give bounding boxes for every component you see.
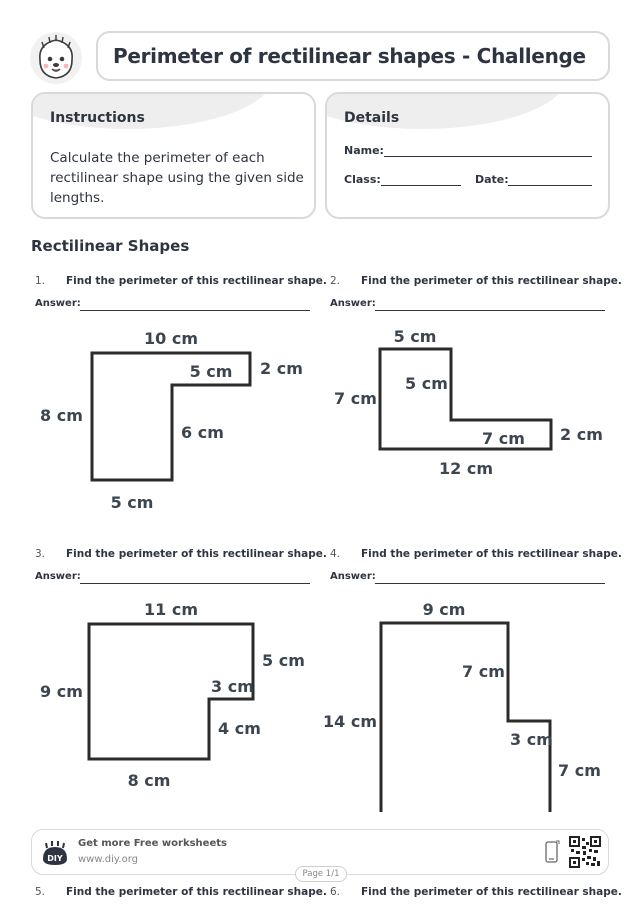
shape-2-label: 2 cm: [560, 425, 603, 444]
page-title: Perimeter of rectilinear shapes - Challenge: [113, 44, 586, 68]
qr-code-icon[interactable]: [569, 836, 601, 868]
shape-2-label: 5 cm: [393, 327, 437, 346]
svg-text:DIY: DIY: [47, 854, 63, 863]
instructions-heading: Instructions: [50, 110, 145, 126]
shape-1-label: 10 cm: [144, 329, 198, 348]
shape-2-label: 7 cm: [482, 429, 525, 448]
question-number: 5.: [35, 886, 46, 898]
shape-4-label: 3 cm: [510, 730, 553, 749]
question-number: 3.: [35, 548, 46, 560]
shape-2-label: 5 cm: [405, 374, 448, 393]
question-number: 6.: [330, 886, 341, 898]
shape-3-label: 9 cm: [40, 682, 83, 701]
question-number: 1.: [35, 275, 46, 287]
shape-2-label: 7 cm: [334, 389, 377, 408]
page-indicator: Page 1/1: [295, 866, 347, 882]
shape-3-label: 4 cm: [218, 719, 261, 738]
question-text: Find the perimeter of this rectilinear shape.: [66, 886, 327, 898]
question-number: 4.: [330, 548, 341, 560]
shape-1-label: 5 cm: [189, 362, 233, 381]
date-label: Date:: [475, 173, 509, 186]
question-number: 2.: [330, 275, 341, 287]
instructions-text: Calculate the perimeter of each rectilinear shape using the given side lengths.: [50, 150, 304, 206]
shape-3-label: 5 cm: [262, 651, 305, 670]
question-text: Find the perimeter of this rectilinear shape.: [361, 886, 622, 898]
answer-label: Answer:: [330, 298, 376, 309]
shape-2-outline: [380, 349, 551, 449]
question-text: Find the perimeter of this rectilinear shape.: [361, 275, 622, 287]
shape-4-label: 7 cm: [558, 761, 601, 780]
shape-2-label: 12 cm: [439, 459, 493, 478]
question-text: Find the perimeter of this rectilinear shape.: [66, 548, 327, 560]
question-text: Find the perimeter of this rectilinear shape.: [361, 548, 622, 560]
shape-4-label: 9 cm: [422, 600, 466, 619]
answer-label: Answer:: [330, 571, 376, 582]
shape-1-label: 6 cm: [181, 423, 224, 442]
shape-3-label: 11 cm: [144, 600, 198, 619]
shape-4-label: 14 cm: [323, 712, 377, 731]
diy-logo: [41, 839, 69, 867]
shape-1-label: 5 cm: [110, 493, 154, 512]
shape-4-outline: [381, 623, 550, 812]
name-label: Name:: [344, 144, 384, 157]
answer-label: Answer:: [35, 298, 81, 309]
details-heading: Details: [344, 110, 400, 126]
footer-text: Get more Free worksheets: [78, 838, 227, 849]
shape-1-label: 8 cm: [40, 406, 83, 425]
shape-4-label: 7 cm: [462, 662, 505, 681]
shape-3-label: 3 cm: [211, 677, 254, 696]
shape-1-label: 2 cm: [260, 359, 303, 378]
answer-label: Answer:: [35, 571, 81, 582]
footer-link[interactable]: www.diy.org: [78, 854, 138, 865]
class-label: Class:: [344, 173, 381, 186]
section-title: Rectilinear Shapes: [31, 237, 190, 255]
shape-3-label: 8 cm: [127, 771, 171, 790]
phone-icon: [544, 840, 560, 864]
question-text: Find the perimeter of this rectilinear shape.: [66, 275, 327, 287]
